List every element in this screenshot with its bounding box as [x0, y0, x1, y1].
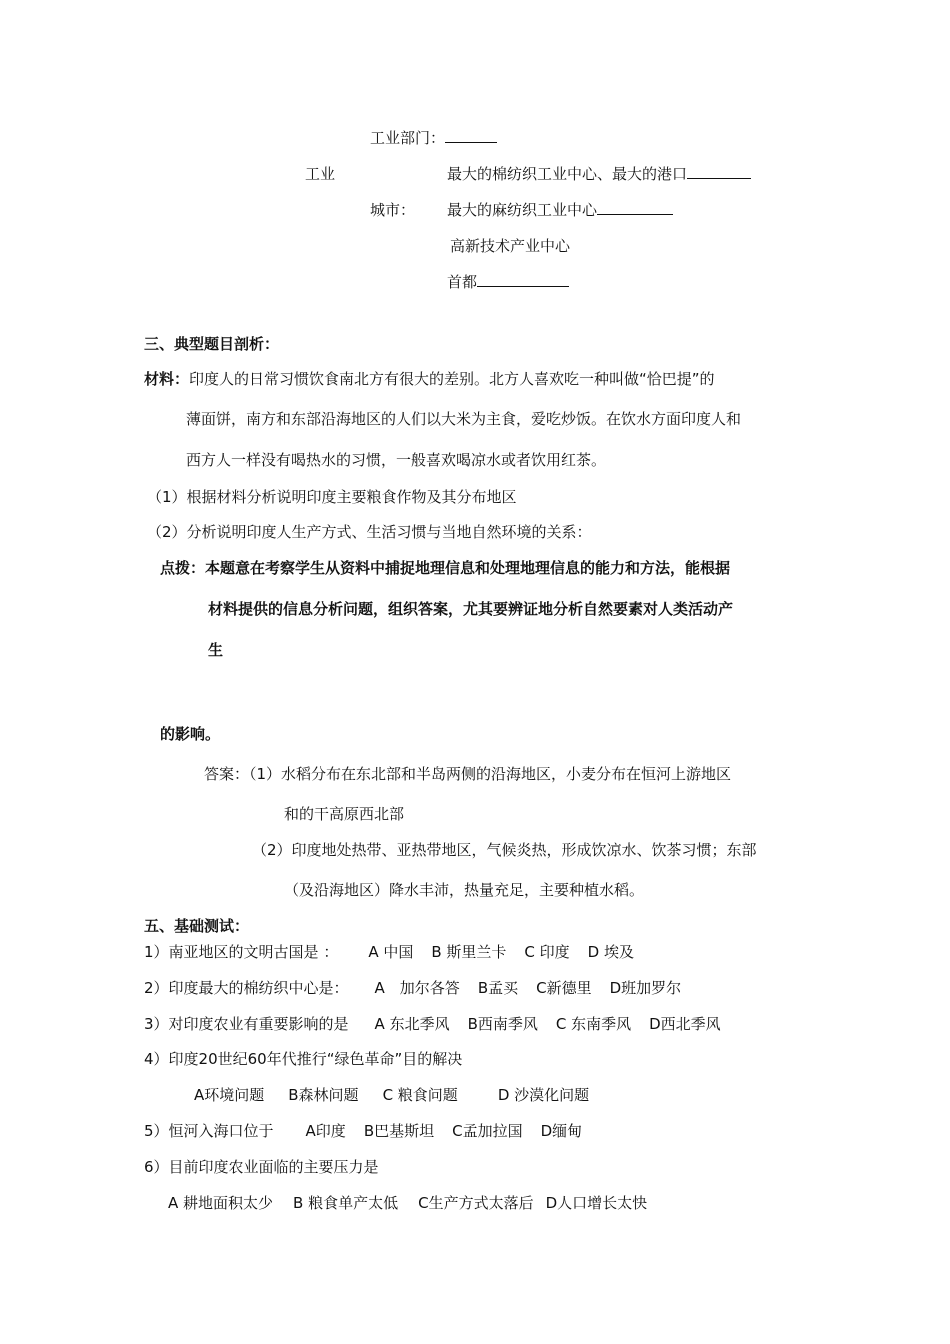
quiz-question-6-options [168, 1193, 665, 1213]
option-a: A 耕地面积太少 [168, 1194, 274, 1212]
hint-line-4: 的影响。 [160, 725, 221, 743]
option-a: A 东北季风 [374, 1015, 450, 1033]
option-d: D班加罗尔 [609, 979, 682, 997]
option-c: C 东南季风 [555, 1015, 632, 1033]
answer-blank [597, 200, 673, 215]
quiz-question-3 [144, 1014, 739, 1034]
option-c: C孟加拉国 [452, 1122, 523, 1140]
option-a: A环境问题 [194, 1086, 265, 1104]
industry-sector-label: 工业部门： [370, 129, 446, 147]
quiz-question-6-stem: 6）目前印度农业面临的主要压力是 [144, 1158, 379, 1176]
option-c: C 印度 [524, 943, 570, 961]
section3-heading: 三、典型题目剖析： [144, 335, 280, 353]
cotton-center-line [447, 164, 751, 184]
material-line-1 [144, 369, 715, 389]
question-stem: 5）恒河入海口位于 [144, 1122, 274, 1140]
option-b: B巴基斯坦 [363, 1122, 435, 1140]
quiz-question-5 [144, 1121, 600, 1141]
answer-line-2: 和的干高原西北部 [284, 805, 405, 823]
quiz-question-4-stem: 4）印度20世纪60年代推行“绿色革命”目的解决 [144, 1050, 463, 1068]
answer-line-4: （及沿海地区）降水丰沛，热量充足，主要种植水稻。 [284, 881, 645, 899]
option-b: B孟买 [477, 979, 519, 997]
industry-side-label: 工业 [305, 165, 336, 183]
option-c: C新德里 [536, 979, 592, 997]
answer-blank [477, 272, 569, 287]
tech-center-text: 高新技术产业中心 [450, 237, 571, 255]
option-a: A印度 [305, 1122, 346, 1140]
option-c: C生产方式太落后 [418, 1194, 534, 1212]
hint-line-3: 生 [208, 641, 224, 659]
cotton-center-text: 最大的棉纺织工业中心、最大的港口 [447, 165, 688, 183]
answer-line-1: 答案：（1）水稻分布在东北部和半岛两侧的沿海地区，小麦分布在恒河上游地区 [204, 765, 732, 783]
industry-city-label: 城市： [370, 201, 416, 219]
question-2: （2）分析说明印度人生产方式、生活习惯与当地自然环境的关系： [147, 523, 592, 541]
answer-blank [445, 128, 497, 143]
option-d: D 沙漠化问题 [497, 1086, 590, 1104]
question-stem: 2）印度最大的棉纺织中心是： [144, 979, 349, 997]
quiz-question-2 [144, 978, 699, 998]
option-b: B西南季风 [467, 1015, 538, 1033]
question-stem: 1）南亚地区的文明古国是 ： [144, 943, 339, 961]
option-b: B森林问题 [288, 1086, 359, 1104]
jute-center-line [447, 200, 673, 220]
option-c: C 粮食问题 [382, 1086, 458, 1104]
quiz-question-1 [144, 942, 652, 962]
hint-line-2: 材料提供的信息分析问题，组织答案，尤其要辨证地分析自然要素对人类活动产 [208, 600, 734, 618]
section5-heading: 五、基础测试： [144, 917, 250, 935]
material-text-2: 薄面饼，南方和东部沿海地区的人们以大米为主食，爱吃炒饭。在饮水方面印度人和 [186, 410, 742, 428]
question-stem: 3）对印度农业有重要影响的是 [144, 1015, 349, 1033]
capital-line [447, 272, 569, 292]
question-1: （1）根据材料分析说明印度主要粮食作物及其分布地区 [147, 488, 517, 506]
hint-line-1: 点拨：本题意在考察学生从资料中捕捉地理信息和处理地理信息的能力和方法，能根据 [160, 559, 731, 577]
option-d: D缅甸 [540, 1122, 583, 1140]
quiz-question-4-options [194, 1085, 607, 1105]
capital-text: 首都 [447, 273, 478, 291]
industry-sector-line [370, 128, 497, 148]
option-d: D西北季风 [649, 1015, 721, 1033]
option-d: D 埃及 [587, 943, 634, 961]
answer-blank [687, 164, 751, 179]
material-text-3: 西方人一样没有喝热水的习惯，一般喜欢喝凉水或者饮用红茶。 [186, 451, 607, 469]
jute-center-text: 最大的麻纺织工业中心 [447, 201, 598, 219]
material-label: 材料： [144, 370, 190, 388]
option-a: A 加尔各答 [374, 979, 460, 997]
answer-line-3: （2）印度地处热带、亚热带地区，气候炎热，形成饮凉水、饮茶习惯；东部 [252, 841, 757, 859]
option-b: B 粮食单产太低 [293, 1194, 399, 1212]
option-b: B 斯里兰卡 [431, 943, 507, 961]
option-d: D人口增长太快 [545, 1194, 648, 1212]
option-a: A 中国 [368, 943, 414, 961]
material-text-1: 印度人的日常习惯饮食南北方有很大的差别。北方人喜欢吃一种叫做“恰巴提”的 [189, 370, 715, 388]
